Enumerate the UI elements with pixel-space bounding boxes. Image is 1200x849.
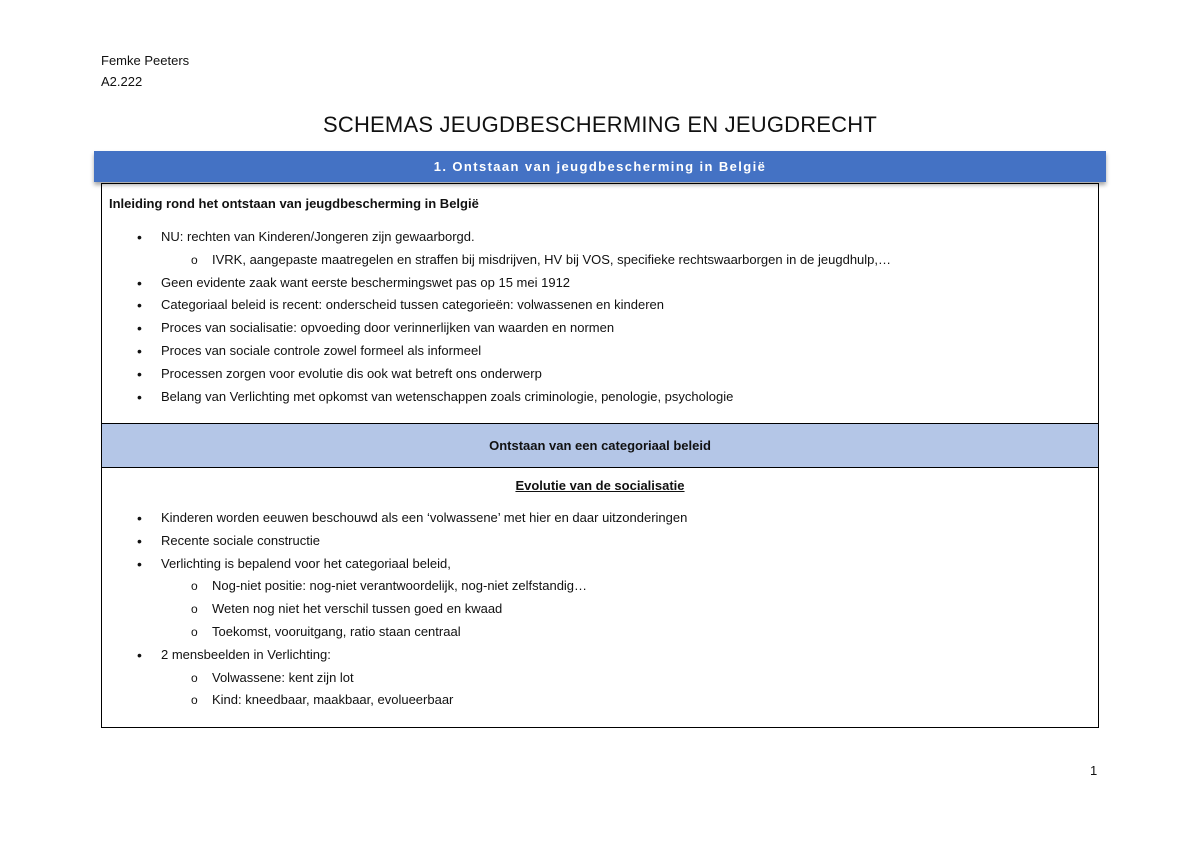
document-title: SCHEMAS JEUGDBESCHERMING EN JEUGDRECHT (323, 112, 877, 137)
sub-list-item: o Weten nog niet het verschil tussen goed en kwaad (109, 598, 1098, 621)
list-item: • Kinderen worden eeuwen beschouwd als een ‘volwassene’ met hier en daar uitzonderingen (109, 507, 1098, 530)
section-heading-bar (94, 151, 1106, 182)
intro-heading: Inleiding rond het ontstaan van jeugdbescherming in België (109, 196, 479, 211)
sub-list-item: o Volwassene: kent zijn lot (109, 667, 1098, 690)
content-table (101, 183, 1099, 728)
list-item: • NU: rechten van Kinderen/Jongeren zijn gewaarborgd. (109, 226, 1098, 249)
list-item: • 2 mensbeelden in Verlichting: (109, 644, 1098, 667)
evolution-heading: Evolutie van de socialisatie (515, 478, 685, 493)
evolution-cell (102, 468, 1098, 727)
list-item: • Verlichting is bepalend voor het categoriaal beleid, (109, 553, 1098, 576)
list-item: • Categoriaal beleid is recent: onderscheid tussen categorieën: volwassenen en kinderen (109, 294, 1098, 317)
page-number: 1 (1090, 763, 1098, 778)
sub-list-item: o IVRK, aangepaste maatregelen en straffen bij misdrijven, HV bij VOS, specifieke rechtswaarborgen in de jeugdhulp,… (109, 249, 1098, 272)
sub-list-item: o Kind: kneedbaar, maakbaar, evolueerbaar (109, 689, 1098, 712)
list-item: • Belang van Verlichting met opkomst van wetenschappen zoals criminologie, penologie, psychologie (109, 386, 1098, 409)
author-name: Femke Peeters (101, 53, 190, 68)
subsection-heading: Ontstaan van een categoriaal beleid (489, 438, 711, 453)
intro-list (109, 226, 1098, 408)
list-item: • Proces van sociale controle zowel formeel als informeel (109, 340, 1098, 363)
list-item: • Recente sociale constructie (109, 530, 1098, 553)
document-code: A2.222 (101, 74, 143, 89)
list-item: • Proces van socialisatie: opvoeding door verinnerlijken van waarden en normen (109, 317, 1098, 340)
intro-cell (102, 184, 1098, 424)
section-heading: 1. Ontstaan van jeugdbescherming in België (433, 159, 767, 174)
list-item: • Processen zorgen voor evolutie dis ook wat betreft ons onderwerp (109, 363, 1098, 386)
list-item: • Geen evidente zaak want eerste beschermingswet pas op 15 mei 1912 (109, 272, 1098, 295)
evolution-list (109, 507, 1098, 712)
subsection-cell (102, 424, 1098, 468)
sub-list-item: o Toekomst, vooruitgang, ratio staan centraal (109, 621, 1098, 644)
sub-list-item: o Nog-niet positie: nog-niet verantwoordelijk, nog-niet zelfstandig… (109, 575, 1098, 598)
